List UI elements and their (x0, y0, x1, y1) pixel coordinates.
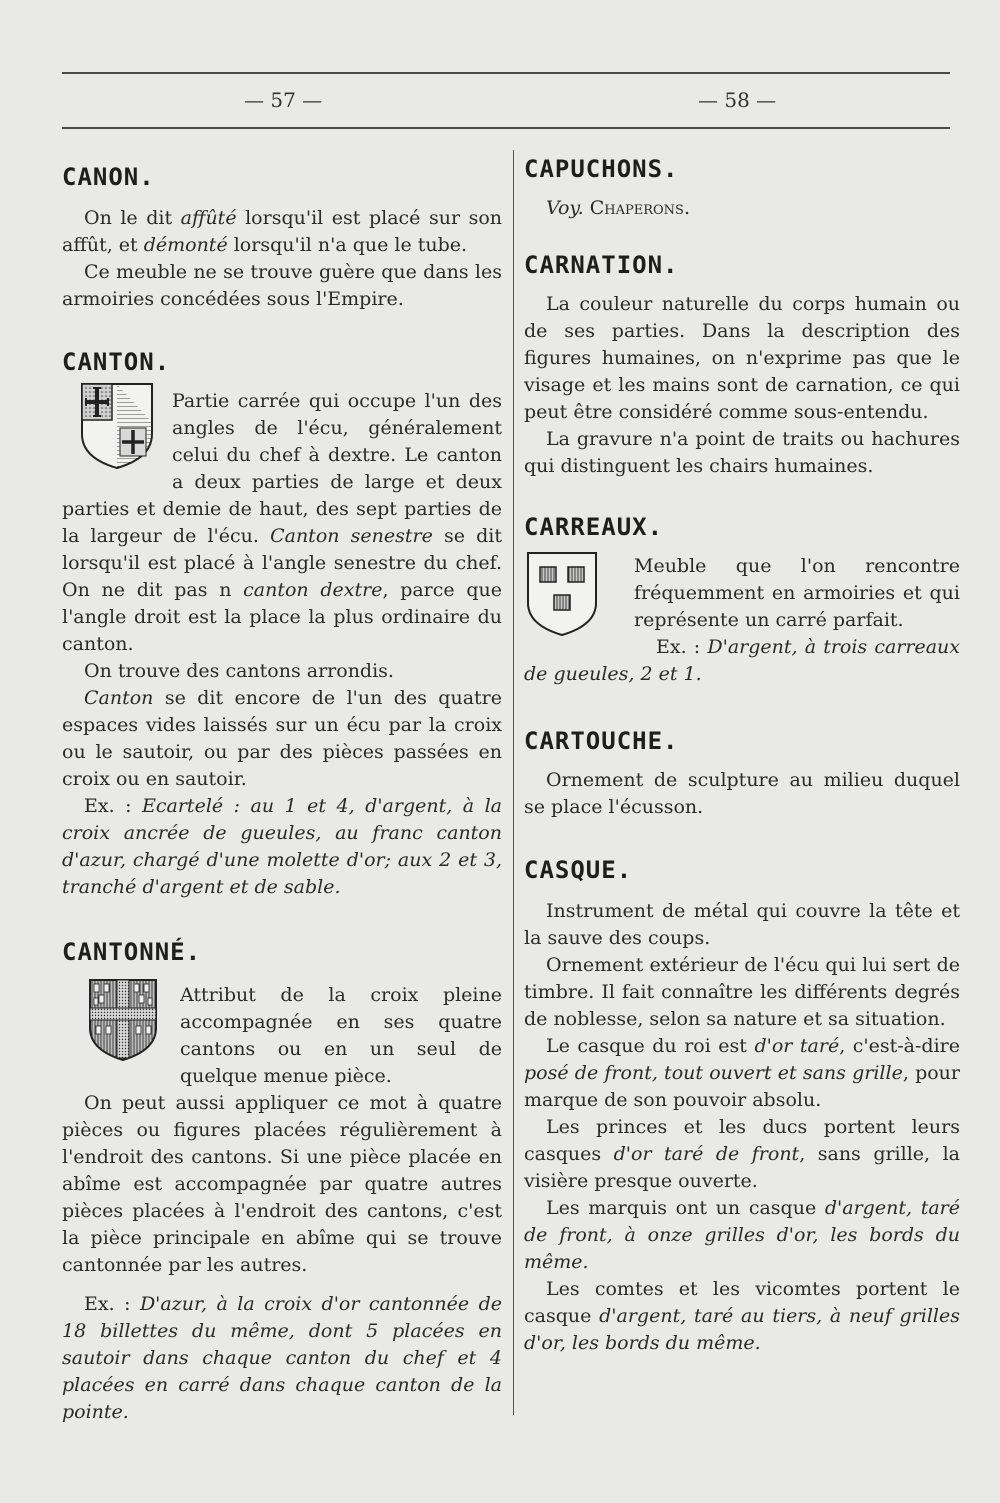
entry-paragraph: Ornement extérieur de l'écu qui lui sert de timbre. Il fait connaître les différents degrés de noblesse, selon sa nature et sa situation. (524, 954, 960, 1030)
entry-cartouche (524, 728, 960, 821)
entry-paragraph: Ornement de sculpture au milieu duquel se place l'écusson. (524, 769, 960, 818)
entry-canton (62, 349, 502, 901)
text-run: Le casque du roi est (546, 1035, 755, 1057)
text-run: Les princes et les ducs portent leurs casques (524, 1116, 960, 1165)
entry-title: CANTONNÉ. (62, 938, 202, 966)
text-run: Les comtes et les vicomtes portent le casque (524, 1278, 960, 1327)
example-text: Ecartelé : au 1 et 4, d'argent, à la croix ancrée de gueules, au franc canton d'azur, chargé d'une molette d'or; aux 2 et 3, tranché d'argent et de sable. (62, 795, 502, 898)
italic-term: posé de front, tout ouvert et sans grille (524, 1062, 903, 1084)
right-page-number: — 58 — (698, 88, 777, 112)
italic-term: d'or taré de front (613, 1143, 800, 1165)
text-run: , pour marque de son pouvoir absolu. (524, 1062, 961, 1111)
column-divider (513, 150, 514, 1415)
entry-paragraph: Attribut de la croix pleine accompagnée en ses quatre cantons ou en un seul de quelque menue pièce. (180, 984, 502, 1087)
entry-paragraph: Ce meuble ne se trouve guère que dans les armoiries concédées sous l'Empire. (62, 261, 502, 310)
text-run: se dit encore de l'un des quatre espaces vides laissés sur un écu par la croix ou le sautoir, ou par des pièces passées en croix ou en sautoir. (62, 687, 502, 790)
text-run: Les marquis ont un casque (546, 1197, 825, 1219)
entry-capuchons (524, 156, 960, 222)
entry-paragraph (524, 1114, 960, 1195)
entry-title: CANON. (62, 163, 155, 191)
example-text: D'argent, à trois carreaux de gueules, 2 et 1. (524, 636, 960, 685)
entry-paragraph (524, 1276, 960, 1357)
cross-reference (524, 195, 960, 222)
example-text: D'azur, à la croix d'or cantonnée de 18 billettes du même, dont 5 placées en sautoir dans chaque canton du chef et 4 placées en carré dans chaque canton de la pointe. (62, 1293, 503, 1423)
entry-canon (62, 164, 502, 313)
example-paragraph (62, 793, 502, 901)
entry-title: CARNATION. (524, 251, 679, 279)
example-label: Ex. : (84, 795, 143, 817)
italic-term: d'argent, taré au tiers, à neuf grilles d'or, les bords du même. (524, 1305, 960, 1354)
entry-paragraph (62, 205, 502, 259)
italic-term: Canton senestre (270, 525, 433, 547)
entry-carnation (524, 252, 960, 480)
right-column (524, 150, 960, 1357)
italic-term: canton dextre (243, 579, 383, 601)
entry-paragraph (524, 1033, 960, 1114)
entry-carreaux (524, 514, 960, 688)
entry-paragraph: Meuble que l'on rencontre fréquemment en armoiries et qui représente un carré parfait. (634, 555, 960, 631)
cantonne-shield-icon (88, 978, 158, 1062)
italic-term: d'or taré (754, 1035, 840, 1057)
entry-title: CARREAUX. (524, 513, 664, 541)
canton-shield-icon (80, 382, 154, 470)
text-run: Partie carrée qui occupe l'un des angles de l'écu, généralement celui du chef à dextre. Le canton a deux parties de large et deux parties et demie de haut, des sept parties de la largeur de l'écu. (62, 390, 502, 547)
left-column (62, 150, 502, 1426)
entry-title: CAPUCHONS. (524, 155, 679, 183)
italic-term: Voy. (546, 197, 584, 219)
entry-paragraph (524, 1195, 960, 1276)
entry-paragraph: La gravure n'a point de traits ou hachures qui distinguent les chairs humaines. (524, 428, 960, 477)
example-paragraph (524, 634, 960, 688)
example-label: Ex. : (656, 636, 708, 658)
text-run: , c'est-à-dire (839, 1035, 960, 1057)
entry-paragraph: On peut aussi appliquer ce mot à quatre pièces ou figures placées régulièrement à l'endroit des cantons. Si une pièce placée en abîme est accompagnée par quatre autres pièces placées à l'endroit des cantons, c'est la pièce principale en abîme qui se trouve cantonnée par les autres. (62, 1092, 502, 1276)
entry-paragraph: Instrument de métal qui couvre la tête et la sauve des coups. (524, 900, 960, 949)
reference-term: Chaperons. (589, 197, 690, 219)
entry-title: CANTON. (62, 348, 171, 376)
italic-term: Canton (84, 687, 154, 709)
entry-title: CASQUE. (524, 856, 633, 884)
entry-paragraph (62, 685, 502, 793)
entry-cantonne (62, 939, 502, 1426)
header-rule (62, 127, 950, 129)
text-run: On le dit (84, 207, 181, 229)
italic-term: d'argent, taré de front, à onze grilles d'or, les bords du même. (524, 1197, 960, 1273)
left-page-number: — 57 — (244, 88, 323, 112)
text-run: lorsqu'il est placé sur son affût, et (62, 207, 502, 256)
example-paragraph (62, 1291, 502, 1426)
carreaux-shield-icon (526, 551, 598, 637)
text-run: lorsqu'il n'a que le tube. (227, 234, 468, 256)
entry-paragraph: On trouve des cantons arrondis. (84, 660, 394, 682)
top-rule (62, 72, 950, 74)
italic-term: affûté (180, 207, 237, 229)
italic-term: démonté (143, 234, 228, 256)
text-run: , parce que l'angle droit est la place la plus ordinaire du canton. (62, 579, 502, 655)
text-run: se dit lorsqu'il est placé à l'angle senestre du chef. On ne dit pas n (62, 525, 502, 601)
entry-casque (524, 857, 960, 1357)
entry-title: CARTOUCHE. (524, 727, 679, 755)
text-run: , sans grille, la visière presque ouverte. (524, 1143, 960, 1192)
entry-paragraph: La couleur naturelle du corps humain ou de ses parties. Dans la description des figures humaines, on n'exprime pas que le visage et les mains sont de carnation, ce qui peut être considéré comme sous-entendu. (524, 293, 960, 423)
example-label: Ex. : (84, 1293, 140, 1315)
